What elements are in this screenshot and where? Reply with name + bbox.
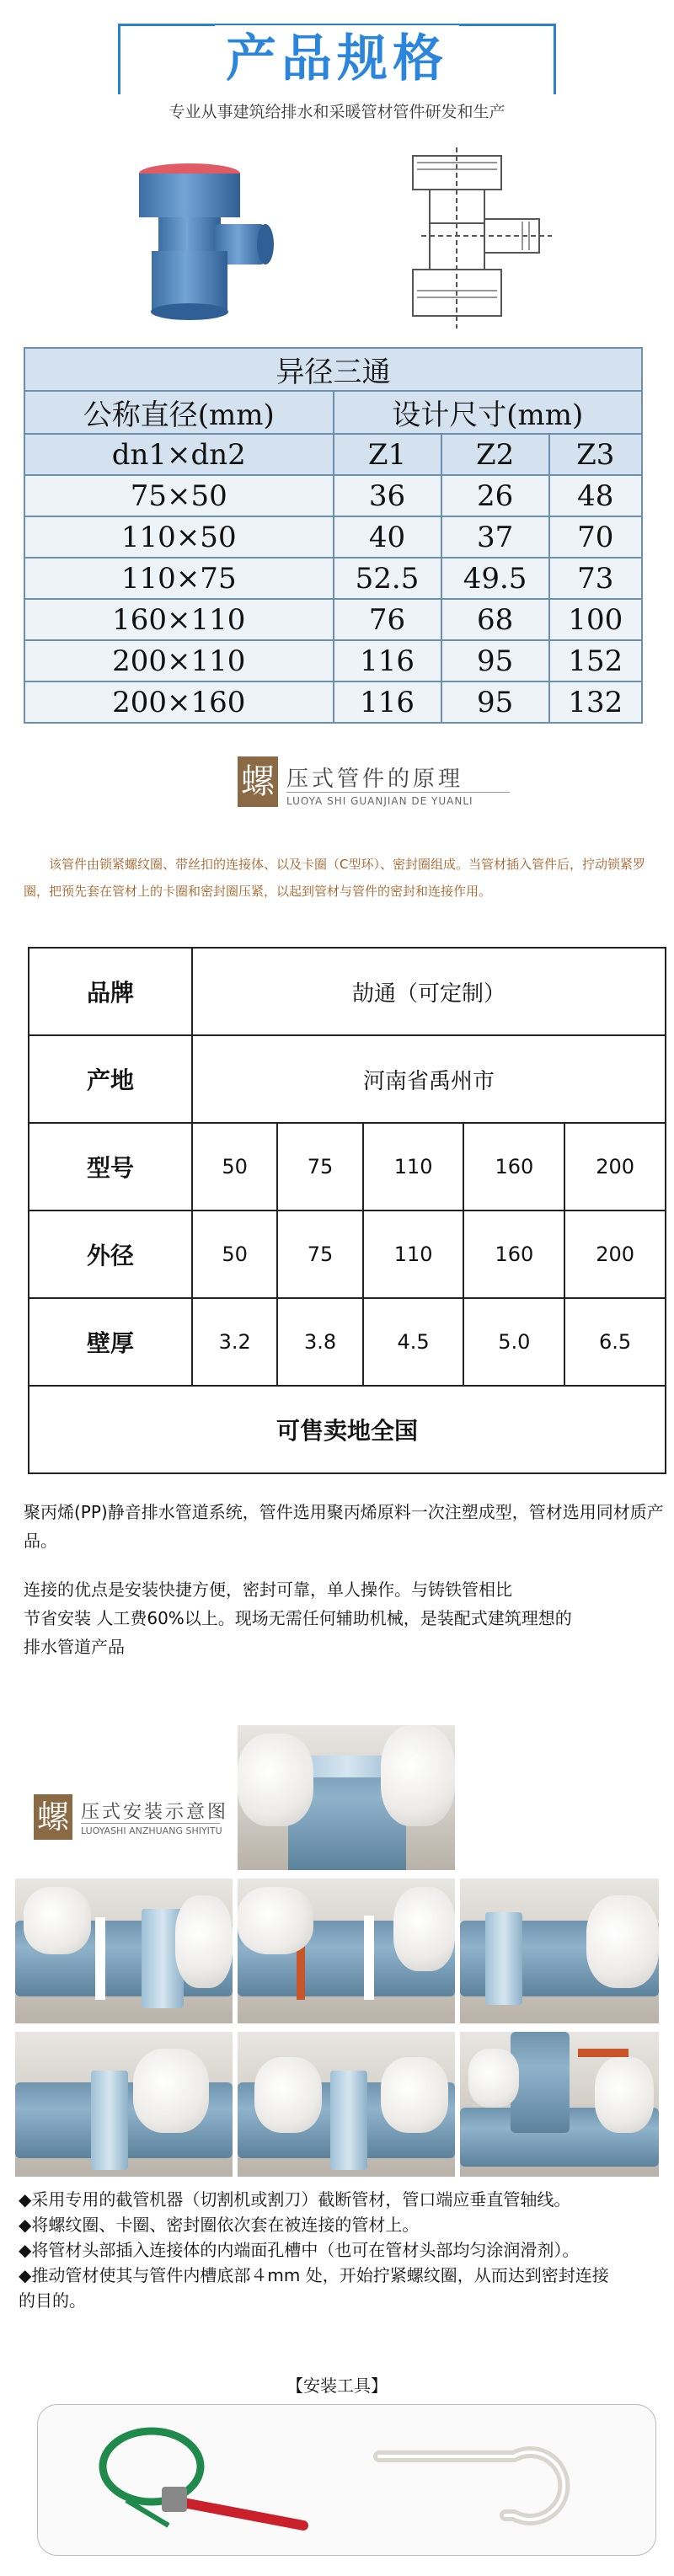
- table-cell: 52.5: [334, 558, 441, 599]
- principle-badge: 螺: [238, 756, 278, 807]
- table-cell: 50: [192, 1211, 277, 1298]
- table-cell: 110×50: [24, 516, 334, 558]
- brand-label: 品牌: [29, 948, 192, 1035]
- table-cell: 116: [334, 640, 441, 681]
- table-cell: 3.2: [192, 1298, 277, 1386]
- table-cell: 110: [363, 1123, 464, 1211]
- tools-label: 【安装工具】: [286, 2376, 388, 2396]
- install-step-4-cont: 的目的。: [19, 2290, 86, 2311]
- table-cell: 48: [549, 475, 642, 516]
- install-badge: 螺: [34, 1794, 72, 1840]
- design-size-header: 设计尺寸(mm): [334, 391, 643, 434]
- page-subtitle: 专业从事建筑给排水和采暖管材管件研发和生产: [168, 103, 506, 121]
- table-cell: 75: [277, 1211, 362, 1298]
- table-row: [24, 599, 642, 640]
- table-cell: 152: [549, 640, 642, 681]
- hook-spanner-icon: [362, 2431, 598, 2532]
- footer-row: [29, 1386, 666, 1473]
- advantage-line-1: 连接的优点是安装快捷方便，密封可靠，单人操作。与铸铁管相比: [24, 1579, 512, 1600]
- reducing-tee-photo: [126, 158, 295, 327]
- install-pinyin: LUOYASHI ANZHUANG SHIYITU: [81, 1825, 222, 1836]
- table-cell: 110×75: [24, 558, 334, 599]
- origin-value: 河南省禹州市: [192, 1035, 666, 1123]
- table-cell: 26: [441, 475, 549, 516]
- table-cell: 75×50: [24, 475, 334, 516]
- table-cell: 36: [334, 475, 441, 516]
- table-cell: 5.0: [463, 1298, 564, 1386]
- principle-pinyin: LUOYA SHI GUANJIAN DE YUANLI: [286, 795, 473, 807]
- principle-text: 该管件由锁紧螺纹圈、带丝扣的连接体、以及卡圈（C型环）、密封圈组成。当管材插入管件后，拧动锁紧罗圈，把预先套在管材上的卡圈和密封圈压紧，以起到管材与管件的密封和连接作用。: [24, 857, 645, 899]
- table-row: [24, 475, 642, 516]
- table-cell: 70: [549, 516, 642, 558]
- advantage-line-3: 排水管道产品: [24, 1637, 125, 1657]
- table-cell: 160: [463, 1123, 564, 1211]
- origin-row: [29, 1035, 666, 1123]
- table-row: [24, 516, 642, 558]
- wall-row: [29, 1298, 666, 1386]
- table-cell: 68: [441, 599, 549, 640]
- table-cell: 200: [564, 1211, 666, 1298]
- install-photo-6: [238, 2032, 455, 2177]
- table-cell: 75: [277, 1123, 362, 1211]
- table-cell: 160×110: [24, 599, 334, 640]
- table-cell: 40: [334, 516, 441, 558]
- strap-wrench-icon: [93, 2416, 320, 2551]
- nominal-diameter-header: 公称直径(mm): [24, 391, 334, 434]
- table-cell: 50: [192, 1123, 277, 1211]
- table-cell: 200×110: [24, 640, 334, 681]
- install-photo-7: [460, 2032, 659, 2177]
- install-photo-4: [460, 1879, 659, 2023]
- principle-divider: [286, 792, 510, 793]
- table-cell: 116: [334, 681, 441, 723]
- wall-label: 壁厚: [29, 1298, 192, 1386]
- advantage-line-2: 节省安装 人工费60%以上。现场无需任何辅助机械，是装配式建筑理想的: [24, 1608, 572, 1628]
- od-label: 外径: [29, 1211, 192, 1298]
- table-cell: 73: [549, 558, 642, 599]
- install-photo-5: [15, 2032, 233, 2177]
- install-step-4: ◆推动管材使其与管件内槽底部４mm 处，开始拧紧螺纹圈，从而达到密封连接: [19, 2265, 609, 2285]
- install-title: 压式安装示意图: [81, 1802, 229, 1823]
- od-row: [29, 1211, 666, 1298]
- table-cell: 95: [441, 681, 549, 723]
- install-photo-1: [238, 1725, 455, 1870]
- install-step-2: ◆将螺纹圈、卡圈、密封圈依次套在被连接的管材上。: [19, 2215, 420, 2235]
- principle-title: 压式管件的原理: [286, 767, 464, 792]
- z2-header: Z2: [441, 434, 549, 475]
- table-cell: 37: [441, 516, 549, 558]
- table-row: [24, 558, 642, 599]
- table-cell: 110: [363, 1211, 464, 1298]
- table-row: [24, 640, 642, 681]
- install-photo-2: [15, 1879, 233, 2023]
- install-step-3: ◆将管材头部插入连接体的内端面孔槽中（也可在管材头部均匀涂润滑剂）。: [19, 2240, 580, 2260]
- product-info-table: [28, 947, 666, 1474]
- table-cell: 76: [334, 599, 441, 640]
- sales-area: 可售卖地全国: [29, 1386, 666, 1473]
- install-step-1: ◆采用专用的截管机器（切割机或割刀）截断管材，管口端应垂直管轴线。: [19, 2189, 571, 2210]
- table-cell: 4.5: [363, 1298, 464, 1386]
- table-cell: 132: [549, 681, 642, 723]
- table-cell: 200: [564, 1123, 666, 1211]
- table-cell: 160: [463, 1211, 564, 1298]
- z1-header: Z1: [334, 434, 441, 475]
- table-cell: 3.8: [277, 1298, 362, 1386]
- origin-label: 产地: [29, 1035, 192, 1123]
- table-cell: 100: [549, 599, 642, 640]
- reducing-tee-drawing: [396, 147, 556, 333]
- table-cell: 95: [441, 640, 549, 681]
- install-photo-3: [238, 1879, 455, 2023]
- spec-table-title: 异径三通: [24, 348, 642, 391]
- reducing-tee-spec-table: [24, 347, 643, 724]
- brand-row: [29, 948, 666, 1035]
- table-cell: 49.5: [441, 558, 549, 599]
- table-cell: 200×160: [24, 681, 334, 723]
- table-cell: 6.5: [564, 1298, 666, 1386]
- page-title: 产品规格: [226, 29, 448, 88]
- model-row: [29, 1123, 666, 1211]
- model-label: 型号: [29, 1123, 192, 1211]
- install-divider: [81, 1823, 220, 1824]
- dn-header: dn1×dn2: [24, 434, 334, 475]
- intro-paragraph: 聚丙烯(PP)静音排水管道系统，管件选用聚丙烯原料一次注塑成型，管材选用同材质产品。: [24, 1502, 664, 1551]
- table-row: [24, 681, 642, 723]
- z3-header: Z3: [549, 434, 642, 475]
- brand-value: 劼通（可定制）: [192, 948, 666, 1035]
